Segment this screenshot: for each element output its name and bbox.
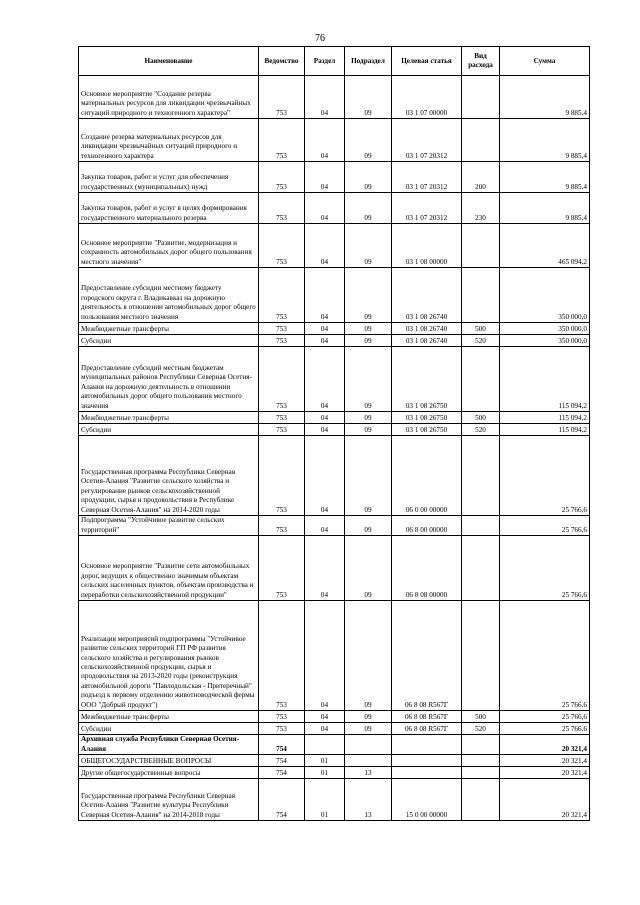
cell-section: 04 xyxy=(305,119,345,162)
cell-sum: 350 000,0 xyxy=(500,323,590,335)
cell-sum: 350 000,0 xyxy=(500,335,590,347)
budget-table xyxy=(78,46,590,821)
cell-department: 753 xyxy=(259,711,305,723)
cell-name: ОБЩЕГОСУДАРСТВЕННЫЕ ВОПРОСЫ xyxy=(79,755,259,767)
cell-department: 753 xyxy=(259,323,305,335)
cell-subsection: 09 xyxy=(345,76,392,119)
table-row xyxy=(79,268,590,323)
cell-subsection: 09 xyxy=(345,162,392,193)
table-row xyxy=(79,536,590,601)
table-row xyxy=(79,723,590,735)
cell-department: 753 xyxy=(259,224,305,268)
cell-subsection: 09 xyxy=(345,268,392,323)
cell-section: 04 xyxy=(305,436,345,516)
cell-department: 754 xyxy=(259,779,305,821)
table-row xyxy=(79,735,590,755)
cell-type xyxy=(462,268,500,323)
cell-target xyxy=(392,755,462,767)
cell-section: 04 xyxy=(305,162,345,193)
cell-department: 753 xyxy=(259,268,305,323)
cell-sum: 20 321,4 xyxy=(500,735,590,755)
cell-target: 03 1 07 20312 xyxy=(392,193,462,224)
cell-department: 753 xyxy=(259,335,305,347)
cell-name: Межбюджетные трансферты xyxy=(79,711,259,723)
cell-name: Создание резерва материальных ресурсов для ликвидации чрезвычайных ситуаций природного и техногенного характера xyxy=(79,119,259,162)
table-body xyxy=(79,76,590,821)
cell-subsection: 09 xyxy=(345,516,392,536)
table-row xyxy=(79,767,590,779)
cell-department: 753 xyxy=(259,347,305,412)
table-row xyxy=(79,323,590,335)
cell-name: Подпрограмма "Устойчивое развитие сельских территорий" xyxy=(79,516,259,536)
cell-section: 04 xyxy=(305,193,345,224)
cell-sum: 25 766,6 xyxy=(500,436,590,516)
cell-sum: 9 885,4 xyxy=(500,162,590,193)
header-name: Наименование xyxy=(79,47,259,76)
cell-department: 753 xyxy=(259,424,305,436)
cell-name: Реализация мероприятий подпрограммы "Устойчивое развитие сельских территорий ГП РФ развития сельского хозяйства и регулирования рынков сельскохозяйственной продукции, сырья и продовольствия на 2013-2020 годы (реконструкция автомобильной дороги "Павлодольская - Притеречный" подъезд к первому отделению животноводческой фермы ООО "Добрый продукт") xyxy=(79,601,259,711)
cell-sum: 25 766,6 xyxy=(500,601,590,711)
cell-target: 06 0 00 00000 xyxy=(392,436,462,516)
cell-subsection: 09 xyxy=(345,347,392,412)
cell-type xyxy=(462,767,500,779)
header-subsection: Подраздел xyxy=(345,47,392,76)
cell-type xyxy=(462,224,500,268)
table-row xyxy=(79,76,590,119)
cell-type xyxy=(462,536,500,601)
cell-subsection: 09 xyxy=(345,723,392,735)
cell-type: 230 xyxy=(462,193,500,224)
cell-section: 04 xyxy=(305,268,345,323)
cell-section: 04 xyxy=(305,723,345,735)
cell-name: Другие общегосударственные вопросы xyxy=(79,767,259,779)
cell-target: 03 1 07 00000 xyxy=(392,76,462,119)
cell-section: 01 xyxy=(305,779,345,821)
cell-type xyxy=(462,347,500,412)
cell-subsection: 09 xyxy=(345,601,392,711)
cell-sum: 465 094,2 xyxy=(500,224,590,268)
cell-name: Государственная программа Республики Северная Осетия-Алания "Развитие сельского хозяйства и регулирование рынков сельскохозяйственной продукции, сырья и продовольствия в Республике Северная Осетия-Алания" на 2014-2020 годы xyxy=(79,436,259,516)
cell-name: Предоставление субсидии местному бюджету городского округа г. Владикавказ на дорожную деятельность в отношении автомобильных дорог общего пользования местного значения xyxy=(79,268,259,323)
header-target: Целевая статья xyxy=(392,47,462,76)
cell-sum: 9 885,4 xyxy=(500,76,590,119)
cell-name: Основное мероприятие "Развитие, модернизация и сохранность автомобильных дорог общего пользования местного значения" xyxy=(79,224,259,268)
cell-section: 04 xyxy=(305,412,345,424)
cell-type: 500 xyxy=(462,412,500,424)
cell-sum: 115 094,2 xyxy=(500,412,590,424)
cell-name: Государственная программа Республики Северная Осетия-Алания "Развитие культуры Республики Северная Осетия-Алания" на 2014-2018 годы xyxy=(79,779,259,821)
cell-subsection: 09 xyxy=(345,436,392,516)
page-number: 76 xyxy=(315,33,325,44)
table-row xyxy=(79,601,590,711)
cell-department: 753 xyxy=(259,193,305,224)
cell-target xyxy=(392,767,462,779)
cell-section: 04 xyxy=(305,323,345,335)
cell-section: 04 xyxy=(305,424,345,436)
cell-sum: 25 766,6 xyxy=(500,516,590,536)
cell-target: 03 1 07 20312 xyxy=(392,162,462,193)
cell-target: 03 1 08 26740 xyxy=(392,323,462,335)
cell-department: 753 xyxy=(259,516,305,536)
cell-subsection: 09 xyxy=(345,323,392,335)
cell-target: 03 1 08 26750 xyxy=(392,347,462,412)
cell-name: Архивная служба Республики Северная Осетия-Алания xyxy=(79,735,259,755)
table-row xyxy=(79,119,590,162)
cell-subsection: 13 xyxy=(345,767,392,779)
cell-type xyxy=(462,735,500,755)
cell-subsection: 09 xyxy=(345,193,392,224)
header-section: Раздел xyxy=(305,47,345,76)
cell-section: 04 xyxy=(305,601,345,711)
cell-department: 754 xyxy=(259,755,305,767)
cell-target: 03 1 07 20312 xyxy=(392,119,462,162)
table-row xyxy=(79,162,590,193)
cell-target: 15 0 00 00000 xyxy=(392,779,462,821)
cell-department: 753 xyxy=(259,162,305,193)
cell-section: 04 xyxy=(305,335,345,347)
cell-subsection: 09 xyxy=(345,536,392,601)
table-row xyxy=(79,711,590,723)
table-row xyxy=(79,224,590,268)
cell-sum: 20 321,4 xyxy=(500,767,590,779)
table-header-row xyxy=(79,47,590,76)
cell-sum: 20 321,4 xyxy=(500,755,590,767)
cell-sum: 20 321,4 xyxy=(500,779,590,821)
cell-department: 753 xyxy=(259,436,305,516)
table-row xyxy=(79,516,590,536)
cell-subsection xyxy=(345,755,392,767)
cell-sum: 115 094,2 xyxy=(500,347,590,412)
cell-department: 753 xyxy=(259,723,305,735)
cell-target: 06 8 08 00000 xyxy=(392,536,462,601)
cell-sum: 9 885,4 xyxy=(500,119,590,162)
cell-target: 03 1 08 26750 xyxy=(392,424,462,436)
table-row xyxy=(79,755,590,767)
cell-type: 520 xyxy=(462,424,500,436)
cell-subsection: 09 xyxy=(345,424,392,436)
cell-section: 04 xyxy=(305,347,345,412)
cell-name: Субсидии xyxy=(79,335,259,347)
cell-department: 753 xyxy=(259,536,305,601)
table-row xyxy=(79,335,590,347)
cell-section: 01 xyxy=(305,767,345,779)
cell-target: 03 1 08 26750 xyxy=(392,412,462,424)
cell-sum: 25 766,6 xyxy=(500,711,590,723)
header-type: Вид расхода xyxy=(462,47,500,76)
cell-target: 06 8 08 R567Г xyxy=(392,723,462,735)
cell-subsection: 09 xyxy=(345,412,392,424)
cell-name: Субсидии xyxy=(79,424,259,436)
cell-department: 754 xyxy=(259,735,305,755)
cell-department: 754 xyxy=(259,767,305,779)
table-row xyxy=(79,424,590,436)
cell-name: Межбюджетные трансферты xyxy=(79,412,259,424)
cell-type xyxy=(462,516,500,536)
cell-type: 200 xyxy=(462,162,500,193)
cell-sum: 25 766,6 xyxy=(500,723,590,735)
cell-type xyxy=(462,119,500,162)
cell-target: 06 8 08 R567Г xyxy=(392,601,462,711)
cell-section: 04 xyxy=(305,536,345,601)
cell-type xyxy=(462,601,500,711)
cell-section: 04 xyxy=(305,711,345,723)
cell-target: 06 8 08 R567Г xyxy=(392,711,462,723)
cell-subsection: 13 xyxy=(345,779,392,821)
cell-subsection: 09 xyxy=(345,119,392,162)
cell-sum: 115 094,2 xyxy=(500,424,590,436)
cell-type: 520 xyxy=(462,723,500,735)
header-department: Ведомство xyxy=(259,47,305,76)
cell-type: 500 xyxy=(462,711,500,723)
cell-name: Закупка товаров, работ и услуг для обеспечения государственных (муниципальных) нужд xyxy=(79,162,259,193)
cell-section: 04 xyxy=(305,76,345,119)
cell-section xyxy=(305,735,345,755)
cell-name: Закупка товаров, работ и услуг в целях формирования государственного материального резерва xyxy=(79,193,259,224)
cell-name: Межбюджетные трансферты xyxy=(79,323,259,335)
cell-target xyxy=(392,735,462,755)
cell-target: 06 8 00 00000 xyxy=(392,516,462,536)
cell-name: Основное мероприятие "Развитие сети автомобильных дорог, ведущих к общественно значимым объектам сельских населенных пунктов, объектам производства и переработки сельскохозяйственной продукции" xyxy=(79,536,259,601)
cell-subsection: 09 xyxy=(345,335,392,347)
cell-name: Предоставление субсидий местным бюджетам муниципальных районов Республики Северная Осетия-Алания на дорожную деятельность в отношении автомобильных дорог общего пользования местного значения xyxy=(79,347,259,412)
table-row xyxy=(79,779,590,821)
cell-name: Субсидии xyxy=(79,723,259,735)
cell-department: 753 xyxy=(259,601,305,711)
cell-type: 520 xyxy=(462,335,500,347)
cell-target: 03 1 08 00000 xyxy=(392,224,462,268)
cell-subsection xyxy=(345,735,392,755)
cell-type xyxy=(462,76,500,119)
cell-target: 03 1 08 26740 xyxy=(392,335,462,347)
table-row xyxy=(79,412,590,424)
cell-type: 500 xyxy=(462,323,500,335)
cell-section: 04 xyxy=(305,516,345,536)
header-sum: Сумма xyxy=(500,47,590,76)
cell-target: 03 1 08 26740 xyxy=(392,268,462,323)
cell-department: 753 xyxy=(259,76,305,119)
cell-sum: 9 885,4 xyxy=(500,193,590,224)
cell-type xyxy=(462,779,500,821)
cell-department: 753 xyxy=(259,119,305,162)
cell-sum: 25 766,6 xyxy=(500,536,590,601)
cell-subsection: 09 xyxy=(345,224,392,268)
cell-name: Основное мероприятие "Создание резерва материальных ресурсов для ликвидации чрезвычайных ситуаций природного и техногенного характера" xyxy=(79,76,259,119)
cell-type xyxy=(462,436,500,516)
cell-subsection: 09 xyxy=(345,711,392,723)
table-row xyxy=(79,436,590,516)
table-row xyxy=(79,347,590,412)
cell-section: 01 xyxy=(305,755,345,767)
table-row xyxy=(79,193,590,224)
cell-department: 753 xyxy=(259,412,305,424)
cell-sum: 350 000,0 xyxy=(500,268,590,323)
cell-type xyxy=(462,755,500,767)
cell-section: 04 xyxy=(305,224,345,268)
